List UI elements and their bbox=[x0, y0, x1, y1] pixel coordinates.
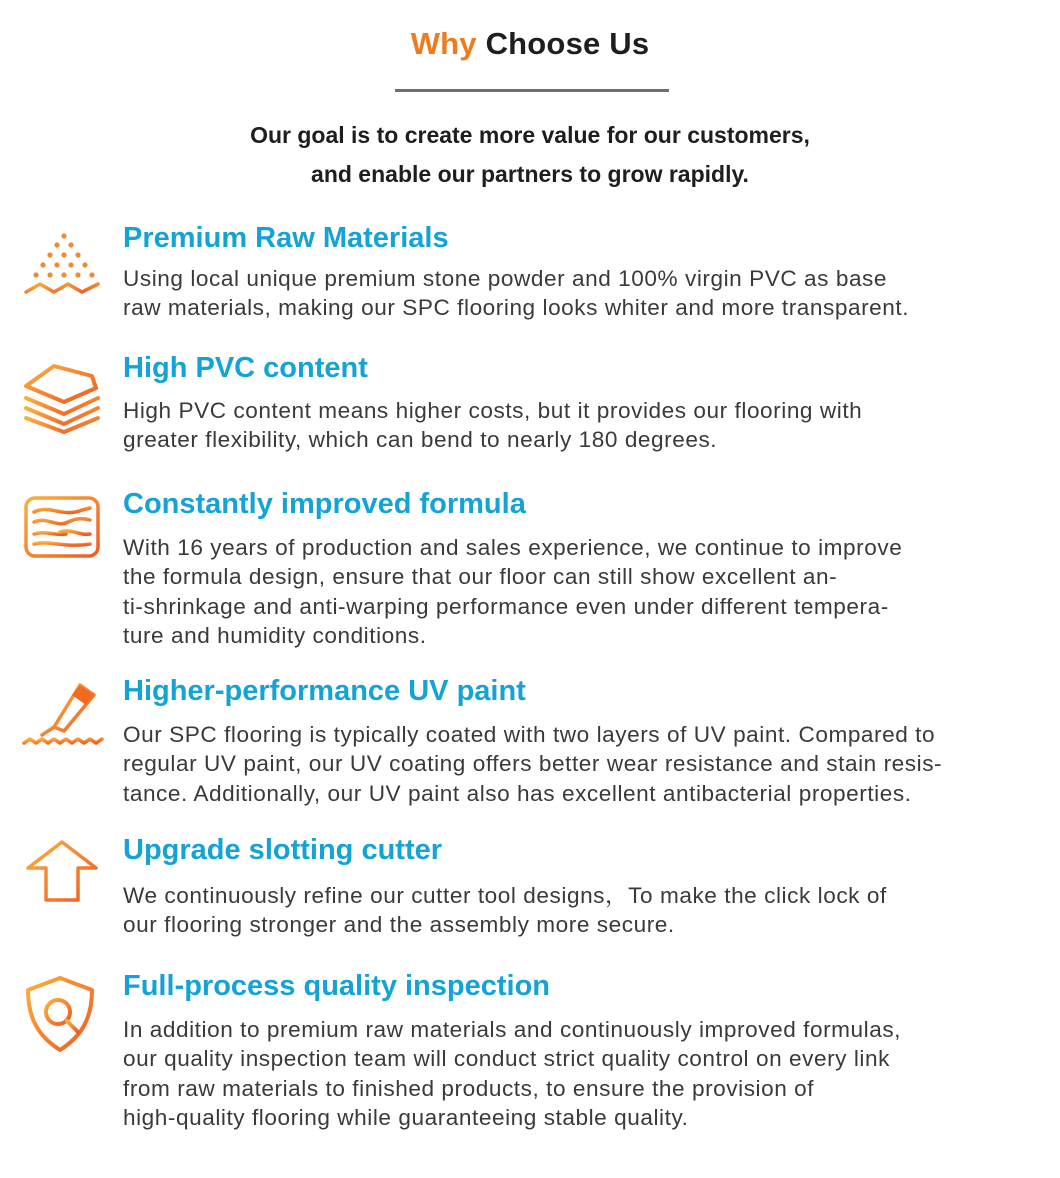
feature-title: Higher-performance UV paint bbox=[123, 675, 526, 707]
feature-description bbox=[123, 396, 1003, 455]
paint-brush-icon bbox=[20, 677, 104, 761]
feature-line: tance. Additionally, our UV paint also has excellent antibacterial properties. bbox=[123, 780, 912, 806]
feature-line: high-quality flooring while guaranteeing stable quality. bbox=[123, 1104, 689, 1130]
feature-line: the formula design, ensure that our floor can still show excellent an- bbox=[123, 564, 838, 590]
feature-title: Premium Raw Materials bbox=[123, 222, 449, 254]
subtitle bbox=[0, 116, 1060, 194]
feature-line: regular UV paint, our UV coating offers better wear resistance and stain resis- bbox=[123, 751, 943, 777]
feature-line: our quality inspection team will conduct strict quality control on every link bbox=[123, 1046, 890, 1072]
feature-line: High PVC content means higher costs, but it provides our flooring with bbox=[123, 398, 863, 423]
feature-title: Constantly improved formula bbox=[123, 488, 526, 520]
feature-description bbox=[123, 881, 1003, 940]
feature-title: High PVC content bbox=[123, 352, 368, 384]
feature-description bbox=[123, 533, 1003, 650]
feature-line: Our SPC flooring is typically coated with two layers of UV paint. Compared to bbox=[123, 722, 936, 747]
feature-description bbox=[123, 720, 1003, 808]
upgrade-arrow-icon bbox=[20, 838, 104, 922]
feature-title: Upgrade slotting cutter bbox=[123, 834, 443, 866]
layers-icon bbox=[20, 352, 104, 436]
feature-line: In addition to premium raw materials and continuously improved formulas, bbox=[123, 1017, 901, 1042]
feature-line: ture and humidity conditions. bbox=[123, 622, 427, 648]
title-main: Choose Us bbox=[485, 26, 650, 61]
feature-description bbox=[123, 1015, 1003, 1132]
title-highlight: Why bbox=[410, 26, 477, 61]
feature-line: ti-shrinkage and anti-warping performance even under different tempera- bbox=[123, 593, 889, 619]
title-divider bbox=[395, 89, 669, 92]
powder-dots-icon bbox=[20, 226, 104, 310]
feature-line: greater flexibility, which can bend to nearly 180 degrees. bbox=[123, 427, 718, 453]
shield-search-icon bbox=[20, 974, 104, 1058]
page-title bbox=[0, 26, 1060, 62]
subtitle-line: Our goal is to create more value for our customers, bbox=[250, 122, 810, 148]
feature-line: our flooring stronger and the assembly more secure. bbox=[123, 912, 675, 938]
feature-line: from raw materials to finished products, to ensure the provision of bbox=[123, 1075, 815, 1101]
feature-line: raw materials, making our SPC flooring looks whiter and more transparent. bbox=[123, 295, 910, 321]
feature-title: Full-process quality inspection bbox=[123, 970, 551, 1002]
wood-grain-panel-icon bbox=[20, 488, 104, 572]
feature-line: With 16 years of production and sales experience, we continue to improve bbox=[123, 535, 903, 560]
feature-description bbox=[123, 264, 1003, 323]
subtitle-line: and enable our partners to grow rapidly. bbox=[311, 161, 749, 187]
feature-line: Using local unique premium stone powder and 100% virgin PVC as base bbox=[123, 266, 888, 291]
feature-line: We continuously refine our cutter tool designs，To make the click lock of bbox=[123, 883, 887, 908]
